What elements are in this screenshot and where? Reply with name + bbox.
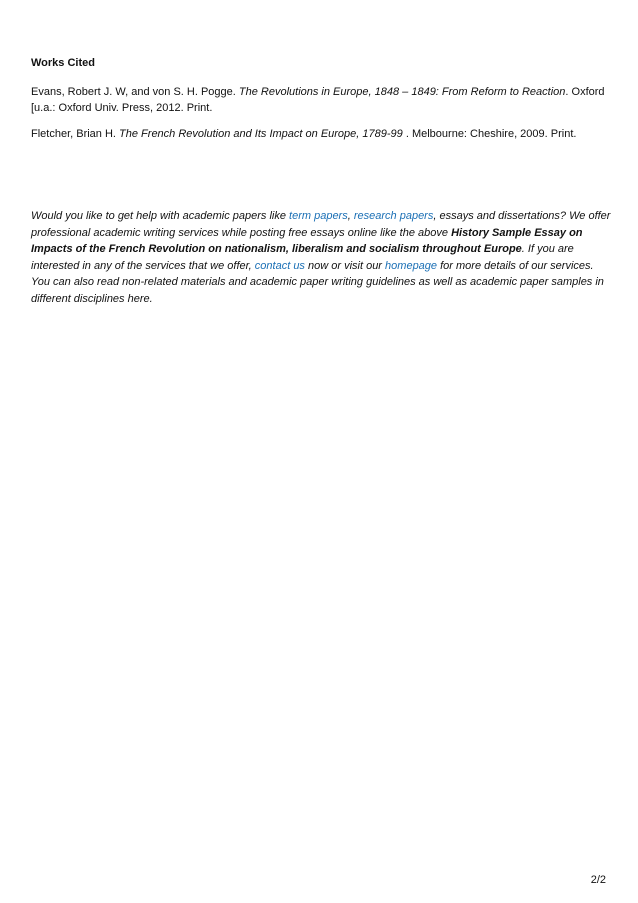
contact-us-link[interactable]: contact us <box>254 259 305 272</box>
promo-paragraph <box>31 208 611 307</box>
citation-publication: . Oxford [u.a.: Oxford Univ. Press, 2012. Print. <box>31 86 605 114</box>
citation-title: The Revolutions in Europe, 1848 – 1849: From Reform to Reaction <box>238 86 566 98</box>
citation-author: Evans, Robert J. W, and von S. H. Pogge. <box>31 86 236 98</box>
promo-after-links: , essays and dissertations? We offer professional academic writing services while posting free essays online like the above <box>31 210 611 239</box>
promo-closing: for more details of our services. You can also read non-related materials and academic paper writing guidelines as well as academic paper samples in different disciplines here. <box>31 259 604 305</box>
promo-period: . <box>521 243 525 255</box>
sample-essay-title: History Sample Essay on Impacts of the French Revolution on nationalism, liberalism and socialism throughout Europe <box>31 226 583 255</box>
page-number: 2/2 <box>590 874 606 886</box>
citation-author: Fletcher, Brian H. <box>31 128 116 140</box>
research-papers-link[interactable]: research papers <box>353 210 434 222</box>
homepage-link[interactable]: homepage <box>385 259 438 272</box>
promo-comma: , <box>347 210 351 222</box>
promo-visit: now or visit our <box>308 259 382 272</box>
term-papers-link[interactable]: term papers <box>289 210 348 222</box>
citation-title: The French Revolution and Its Impact on Europe, 1789-99 <box>119 128 403 140</box>
citation-entry <box>31 126 611 142</box>
promo-interested: If you are interested in any of the services that we offer, <box>31 243 574 272</box>
works-cited-heading: Works Cited <box>31 57 95 69</box>
citation-entry <box>31 84 611 116</box>
citation-publication: . Melbourne: Cheshire, 2009. Print. <box>405 128 577 140</box>
works-cited-section <box>31 55 611 142</box>
promo-intro: Would you like to get help with academic papers like <box>31 210 286 222</box>
